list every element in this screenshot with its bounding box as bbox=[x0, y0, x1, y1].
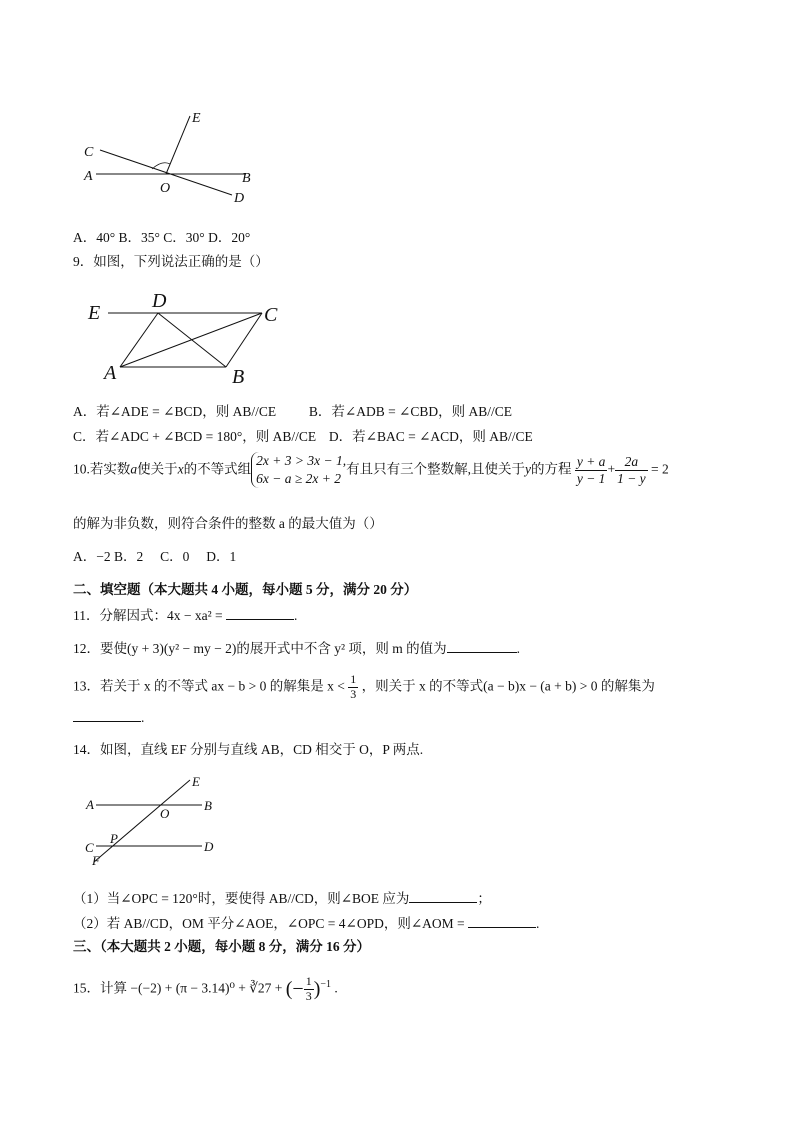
label-o: O bbox=[160, 181, 171, 196]
q13 bbox=[73, 673, 655, 702]
q15-pre: 15．计算 −(−2) + (π − 3.14)⁰ + ∛27 + bbox=[73, 980, 283, 996]
q15-paren-close: ) bbox=[313, 977, 321, 1000]
q10-mid3: 有且只有三个整数解,且使关于 bbox=[346, 461, 525, 477]
q14-stem: 14．如图，直线 EF 分别与直线 AB，CD 相交于 O，P 两点. bbox=[73, 742, 424, 757]
q13-end: . bbox=[141, 710, 145, 725]
q10-var-y: y bbox=[524, 461, 531, 477]
q10-fraction-1 bbox=[575, 454, 608, 486]
label-e: E bbox=[88, 302, 101, 324]
q15-exponent: −1 bbox=[320, 978, 332, 990]
q12-answer-blank bbox=[447, 651, 517, 653]
q13-fraction bbox=[348, 673, 358, 702]
q15-paren-open: (− bbox=[285, 977, 304, 1000]
seg-bc bbox=[226, 313, 262, 367]
seg-db bbox=[158, 313, 226, 367]
ray-oe bbox=[166, 116, 190, 174]
q14-part1-end: ； bbox=[477, 891, 491, 906]
label-c: C bbox=[85, 840, 94, 855]
q15-frac-num: 1 bbox=[305, 974, 312, 988]
q14-part2 bbox=[73, 912, 539, 932]
q9-option-c: C．若∠ADC + ∠BCD = 180°，则 AB//CE bbox=[73, 429, 317, 444]
q14-part1-text: （1）当∠OPC = 120°时，要使得 AB//CD，则∠BOE 应为 bbox=[73, 891, 410, 906]
q9-option-b: B．若∠ADB = ∠CBD，则 AB//CE bbox=[308, 404, 513, 419]
q14-part1-blank bbox=[409, 901, 477, 903]
q10-line1 bbox=[73, 452, 669, 488]
q10-mid1: 使关于 bbox=[137, 461, 178, 477]
label-b: B bbox=[204, 798, 212, 813]
q11-text: 11．分解因式：4x − xa² = bbox=[73, 608, 223, 623]
q14-part2-blank bbox=[468, 926, 536, 928]
q11 bbox=[73, 604, 297, 624]
q10-ineq2: 6x − a ≥ 2x + 2 bbox=[256, 471, 341, 487]
q13-frac-num: 1 bbox=[350, 672, 357, 686]
label-a: A bbox=[86, 797, 94, 812]
q13-answer-line bbox=[73, 710, 144, 726]
label-a: A bbox=[104, 362, 117, 384]
angle-arc bbox=[152, 163, 170, 169]
q11-end: . bbox=[294, 608, 298, 623]
seg-ac bbox=[120, 313, 262, 367]
q10-mid2: 的不等式组 bbox=[183, 461, 252, 477]
label-d: D bbox=[204, 839, 214, 854]
q10-options: A．−2 B．2 C．0 D．1 bbox=[73, 549, 237, 564]
q13-pre: 13．若关于 x 的不等式 ax − b > 0 的解集是 x < bbox=[73, 678, 345, 694]
q13-answer-blank bbox=[73, 720, 141, 722]
q9-option-a: A．若∠ADE = ∠BCD，则 AB//CE bbox=[73, 404, 277, 419]
q10-inequality-system bbox=[251, 452, 346, 488]
q15-frac-den: 3 bbox=[305, 988, 312, 1003]
q12 bbox=[73, 637, 520, 657]
label-e: E bbox=[192, 774, 200, 789]
label-d: D bbox=[152, 290, 167, 312]
label-d: D bbox=[234, 191, 245, 206]
q10-frac1-num: y + a bbox=[576, 454, 606, 470]
q8-options: A．40° B．35° C．30° D．20° bbox=[73, 230, 251, 245]
line-ef bbox=[94, 780, 190, 862]
q9-option-d: D．若∠BAC = ∠ACD，则 AB//CE bbox=[328, 429, 533, 444]
q9-stem: 9．如图，下列说法正确的是（） bbox=[73, 254, 269, 269]
q14-part1 bbox=[73, 887, 491, 907]
q11-answer-blank bbox=[226, 618, 294, 620]
label-o: O bbox=[160, 806, 170, 821]
q9-options-row2 bbox=[73, 425, 533, 445]
q9-options-row1 bbox=[73, 400, 512, 420]
q14-part2-end: . bbox=[536, 916, 540, 931]
label-b: B bbox=[242, 171, 251, 186]
q10-frac1-den: y − 1 bbox=[576, 470, 606, 486]
label-e: E bbox=[192, 111, 201, 126]
q13-post: ，则关于 x 的不等式(a − b)x − (a + b) > 0 的解集为 bbox=[361, 678, 655, 694]
q10-prefix: 10.若实数 bbox=[73, 461, 131, 477]
label-a: A bbox=[84, 169, 93, 184]
label-c: C bbox=[264, 304, 278, 326]
angle-figure-q8 bbox=[78, 104, 268, 208]
q15-fraction bbox=[304, 975, 314, 1004]
q10-var-a: a bbox=[130, 461, 138, 477]
label-b: B bbox=[232, 366, 245, 388]
q13-frac-den: 3 bbox=[350, 686, 357, 701]
q10-frac2-num: 2a bbox=[615, 454, 648, 471]
parallelogram-figure-q9 bbox=[84, 289, 294, 389]
q12-text: 12．要使(y + 3)(y² − my − 2)的展开式中不含 y² 项，则 m 的值为 bbox=[73, 641, 447, 656]
q10-ineq1: 2x + 3 > 3x − 1, bbox=[256, 453, 347, 468]
q14-part2-text: （2）若 AB//CD，OM 平分∠AOE，∠OPC = 4∠OPD，则∠AOM = bbox=[73, 916, 465, 931]
seg-da bbox=[120, 313, 158, 367]
q12-end: . bbox=[516, 641, 521, 656]
transversal-figure-q14 bbox=[82, 772, 232, 866]
label-f: F bbox=[92, 853, 100, 866]
q15 bbox=[73, 975, 338, 1004]
q10-line2: 的解为非负数，则符合条件的整数 a 的最大值为（） bbox=[73, 516, 383, 531]
q15-end: . bbox=[334, 980, 338, 996]
section-3-title: 三、（本大题共 2 小题，每小题 8 分，满分 16 分） bbox=[73, 939, 370, 954]
label-c: C bbox=[84, 145, 94, 160]
q10-var-x: x bbox=[177, 461, 184, 477]
q10-frac2-den: 1 − y bbox=[617, 470, 646, 486]
q10-fraction-2 bbox=[615, 454, 648, 486]
section-2-title: 二、填空题（本大题共 4 小题，每小题 5 分，满分 20 分） bbox=[73, 582, 418, 597]
q10-plus: + bbox=[607, 461, 616, 477]
label-p: P bbox=[110, 831, 118, 846]
q10-eq: = 2 bbox=[651, 461, 669, 477]
q10-mid4: 的方程 bbox=[530, 461, 572, 477]
